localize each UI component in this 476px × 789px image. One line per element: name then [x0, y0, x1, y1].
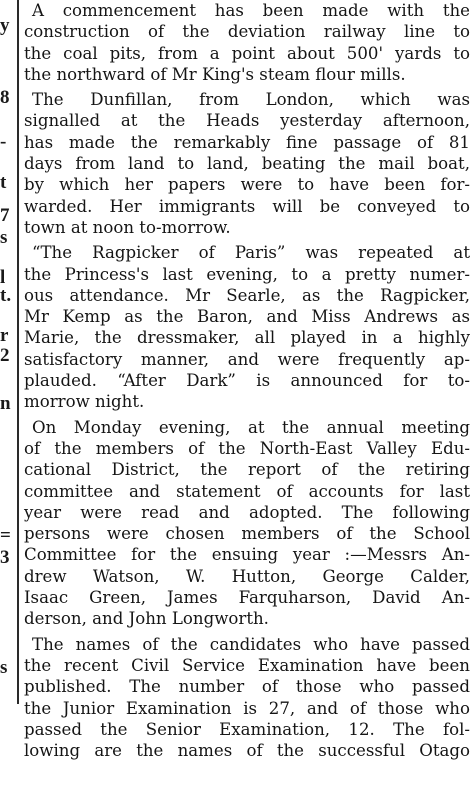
text-line: published. The number of those who passed	[24, 677, 470, 697]
paragraph-educational-district	[24, 417, 470, 630]
text-line: the recent Civil Service Examination have been	[24, 655, 470, 675]
gutter-fragment: t	[0, 172, 7, 193]
text-line: A commencement has been made with the	[32, 1, 470, 20]
text-line: satisfactory manner, and were frequently ap-	[24, 349, 470, 369]
text-line: Mr Kemp as the Baron, and Miss Andrews as	[24, 307, 470, 327]
gutter-fragment: t.	[0, 285, 12, 306]
text-line: warded. Her immigrants will be conveyed to	[24, 196, 470, 216]
text-line: days from land to land, beating the mail boat,	[24, 154, 470, 174]
text-line: Isaac Green, James Farquharson, David An-	[24, 588, 470, 608]
text-line: has made the remarkably fine passage of 81	[24, 132, 470, 152]
paragraph-railway	[24, 0, 470, 85]
text-line: signalled at the Heads yesterday afternoon,	[24, 111, 470, 131]
text-line: by which her papers were to have been for-	[24, 175, 470, 195]
text-line: committee and statement of accounts for last	[24, 481, 470, 501]
text-line: Marie, the dressmaker, all played in a highly	[24, 328, 470, 348]
text-line: construction of the deviation railway line to	[24, 22, 470, 42]
gutter-fragment: s	[0, 657, 8, 678]
text-line: ous attendance. Mr Searle, as the Ragpicker,	[24, 285, 470, 305]
gutter-fragment: s	[0, 227, 8, 248]
text-line: passed the Senior Examination, 12. The fol-	[24, 719, 470, 739]
paragraph-civil-service	[24, 634, 470, 762]
column-divider	[17, 0, 19, 704]
text-line: plauded. “After Dark” is announced for to-	[24, 371, 470, 391]
paragraph-dunfillan	[24, 89, 470, 238]
article-column	[24, 0, 470, 765]
text-line: the Junior Examination is 27, and of those who	[24, 698, 470, 718]
text-line: Committee for the ensuing year :—Messrs An-	[24, 545, 470, 565]
text-line: the Princess's last evening, to a pretty numer-	[24, 264, 470, 284]
paragraph-ragpicker	[24, 242, 470, 412]
text-line: drew Watson, W. Hutton, George Calder,	[24, 566, 470, 586]
text-line: On Monday evening, at the annual meeting	[32, 417, 470, 437]
gutter-fragment: 8	[0, 87, 10, 108]
text-line: The Dunfillan, from London, which was	[32, 90, 470, 110]
gutter-fragment: y	[0, 15, 10, 36]
gutter-fragment: 2	[0, 345, 10, 366]
gutter-fragment: l	[0, 267, 6, 288]
gutter-fragment: -	[0, 131, 7, 152]
left-column-edge	[0, 0, 14, 700]
text-line: “The Ragpicker of Paris” was repeated at	[32, 243, 470, 263]
text-line: persons were chosen members of the School	[24, 524, 470, 544]
gutter-fragment: n	[0, 393, 11, 414]
text-line: cational District, the report of the retiring	[24, 460, 470, 480]
gutter-fragment: =	[0, 525, 11, 546]
gutter-fragment: r	[0, 325, 9, 346]
gutter-fragment: 3	[0, 547, 10, 568]
text-line: the northward of Mr King's steam flour mills.	[24, 64, 406, 84]
gutter-fragment: 7	[0, 205, 10, 226]
text-line: year were read and adopted. The following	[24, 502, 470, 522]
text-line: morrow night.	[24, 392, 145, 412]
text-line: derson, and John Longworth.	[24, 609, 269, 629]
text-line: lowing are the names of the successful Otago	[24, 741, 470, 761]
text-line: The names of the candidates who have passed	[32, 634, 470, 654]
text-line: town at noon to-morrow.	[24, 217, 231, 237]
text-line: of the members of the North-East Valley Edu-	[24, 438, 470, 458]
text-line: the coal pits, from a point about 500' yards to	[24, 43, 470, 63]
